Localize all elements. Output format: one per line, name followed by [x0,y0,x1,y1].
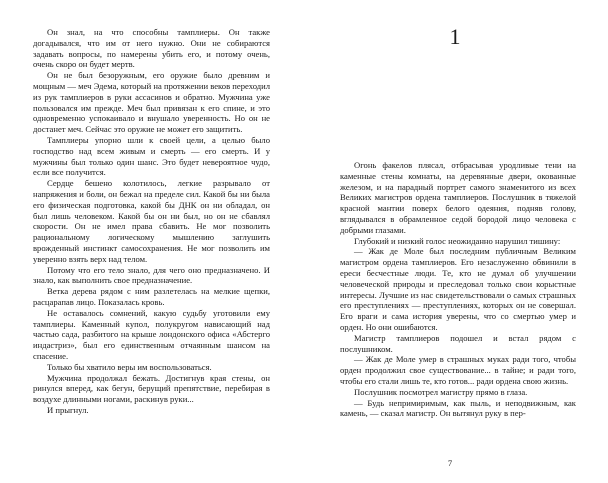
paragraph: — Жак де Моле был последним публичным Великим магистром ордена тамплиеров. Его незаслуженно обвинили в ереси бесчестные люди. Те, кто не думал об улучшении человеческой природы и преследовал только свои корыстные интересы. Лучшие из нас свидетельствовали о самых страшных его преступлениях — преступлениях, которых он не совершал. Его враги и сама история уверены, что со смертью умер и орден. Но они ошибаются. [340,246,576,332]
paragraph: Сердце бешено колотилось, легкие разрывало от напряжения и боли, он бежал на пределе сил. Какой бы ни была его физическая подготовка, какой бы ДНК он ни обладал, он был лишь человеком. Какой бы он ни был, но он не сбавлял скорости. Он не имел права сбавить. Не мог позволить рациональному логическому мышлению заглушить врожденный инстинкт самосохранения. Не мог позволить им уверенно взять верх над телом. [33,178,270,264]
right-page-text [340,160,576,419]
paragraph: Он не был безоружным, его оружие было древним и мощным — меч Эдема, который на протяжении веков переходил из рук тамплиеров в руки ассасинов и обратно. Мужчина уже пользовался им прежде. Меч был привязан к его спине, и это одновременно успокаивало и внушало уверенность. Но он не достанет меч. Сейчас это оружие не может его защитить. [33,70,270,135]
paragraph: Ветка дерева рядом с ним разлетелась на мелкие щепки, расцарапав лицо. Показалась кровь. [33,286,270,307]
paragraph: — Жак де Моле умер в страшных муках ради того, чтобы орден продолжил свое существование... в тайне; и ради того, чтобы его стали лишь те, кто готов... ради ордена свою жизнь. [340,354,576,386]
paragraph: Тамплиеры упорно шли к своей цели, а целью было господство над всем живым и смерть — его смерть. И у мужчины был только один шанс. Это будет невероятное чудо, если все получится. [33,134,270,178]
paragraph: И прыгнул. [47,404,89,415]
left-page [0,0,300,483]
right-page [304,0,608,483]
paragraph: Глубокий и низкий голос неожиданно нарушил тишину: [354,235,561,246]
paragraph: — Будь непримиримым, как пыль, и неподвижным, как камень, — сказал магистр. Он вытянул руку в пер- [340,397,576,419]
paragraph: Огонь факелов плясал, отбрасывая уродливые тени на каменные стены комнаты, на деревянные двери, окованные железом, и на парадный портрет самого знаменитого из всех Великих магистров ордена тамплиеров. Послушник в тяжелой красной мантии поверх белого одеяния, подняв голову, вглядывался в обрамленное седой бородой лицо человека с добрыми глазами. [340,160,576,235]
paragraph: Он знал, на что способны тамплиеры. Он также догадывался, что им от него нужно. Они не собираются задавать вопросы, по намерены убить его, и потому очень, очень скоро он будет мертв. [33,27,270,70]
chapter-number: 1 [449,24,461,49]
left-page-text [33,27,270,416]
paragraph: Магистр тамплиеров подошел и встал рядом с послушником. [340,332,576,354]
page-number: 7 [447,458,453,468]
paragraph: Только бы хватило веры им воспользоваться. [47,361,212,372]
paragraph: Не оставалось сомнений, какую судьбу уготовили ему тамплиеры. Каменный купол, полукругом нависающий над частью сада, разбитого на крыше лондонского офиса «Абстерго индастриз», был его единственным отчаянным шансом на спасение. [33,307,270,361]
paragraph: Мужчина продолжал бежать. Достигнув края стены, он ринулся вперед, как бегун, берущий препятствие, перебирая в воздухе длинными ногами, раскинув руки... [33,372,270,405]
paragraph: Потому что его тело знало, для чего оно предназначено. И знало, как выполнить свое предназначение. [33,264,270,286]
paragraph: Послушник посмотрел магистру прямо в глаза. [354,386,528,397]
